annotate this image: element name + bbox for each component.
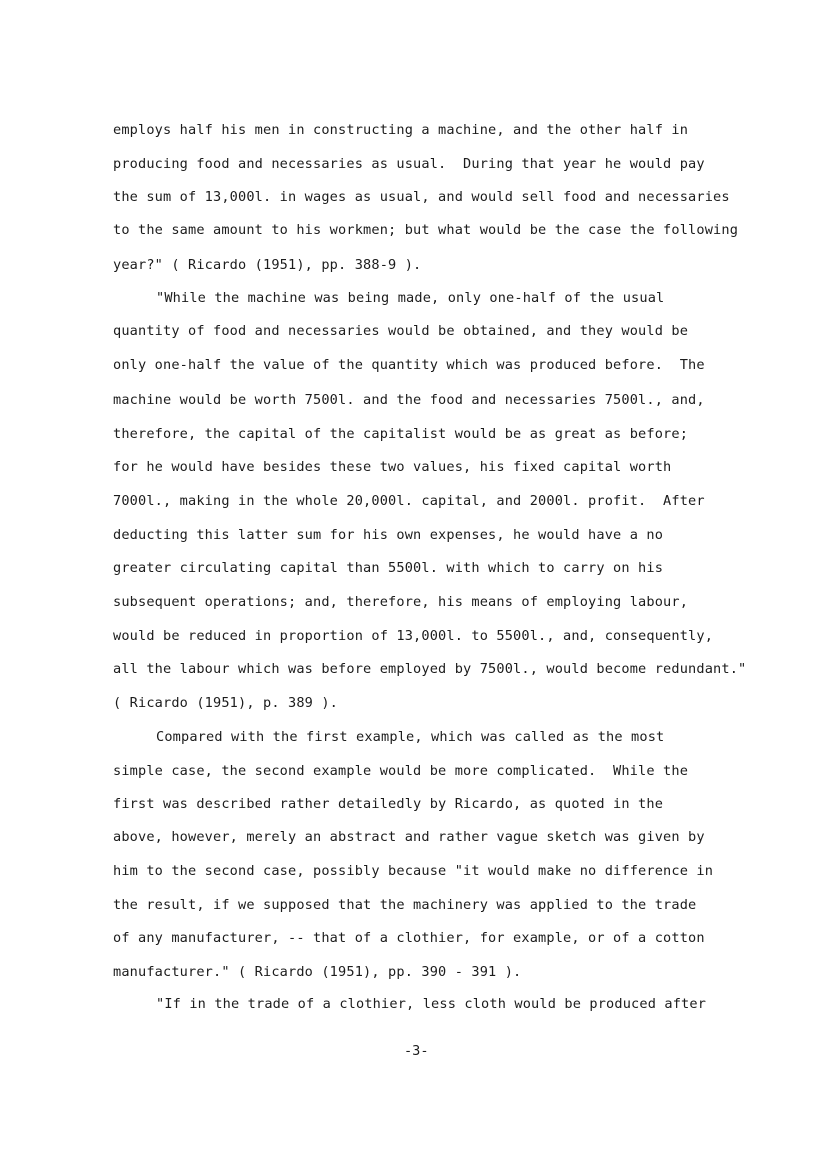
- text-line: producing food and necessaries as usual. During that year he would pay: [113, 156, 705, 172]
- text-line: would be reduced in proportion of 13,000l. to 5500l., and, consequently,: [113, 628, 714, 644]
- text-line: all the labour which was before employed by 7500l., would become redundant.": [113, 661, 747, 677]
- text-line: year?" ( Ricardo (1951), pp. 388-9 ).: [113, 257, 422, 273]
- text-line: of any manufacturer, -- that of a clothier, for example, or of a cotton: [113, 930, 705, 946]
- text-line: first was described rather detailedly by Ricardo, as quoted in the: [113, 796, 664, 812]
- text-line: Compared with the first example, which was called as the most: [156, 729, 665, 745]
- text-line: "If in the trade of a clothier, less cloth would be produced after: [156, 996, 707, 1012]
- text-line: simple case, the second example would be more complicated. While the: [113, 763, 689, 779]
- text-line: machine would be worth 7500l. and the food and necessaries 7500l., and,: [113, 392, 705, 408]
- text-line: deducting this latter sum for his own expenses, he would have a no: [113, 527, 664, 543]
- text-line: him to the second case, possibly because "it would make no difference in: [113, 863, 714, 879]
- text-line: above, however, merely an abstract and rather vague sketch was given by: [113, 829, 705, 845]
- text-line: only one-half the value of the quantity which was produced before. The: [113, 357, 705, 373]
- text-line: the result, if we supposed that the machinery was applied to the trade: [113, 897, 697, 913]
- text-line: employs half his men in constructing a machine, and the other half in: [113, 122, 689, 138]
- text-line: therefore, the capital of the capitalist would be as great as before;: [113, 426, 689, 442]
- text-line: greater circulating capital than 5500l. with which to carry on his: [113, 560, 664, 576]
- text-line: the sum of 13,000l. in wages as usual, and would sell food and necessaries: [113, 189, 730, 205]
- text-line: "While the machine was being made, only one-half of the usual: [156, 290, 665, 306]
- text-line: 7000l., making in the whole 20,000l. capital, and 2000l. profit. After: [113, 493, 705, 509]
- page-number: -3-: [404, 1043, 429, 1059]
- text-line: ( Ricardo (1951), p. 389 ).: [113, 695, 339, 711]
- text-line: quantity of food and necessaries would be obtained, and they would be: [113, 323, 689, 339]
- text-line: for he would have besides these two values, his fixed capital worth: [113, 459, 672, 475]
- text-line: subsequent operations; and, therefore, his means of employing labour,: [113, 594, 689, 610]
- text-line: manufacturer." ( Ricardo (1951), pp. 390 - 391 ).: [113, 964, 522, 980]
- text-line: to the same amount to his workmen; but what would be the case the following: [113, 222, 739, 238]
